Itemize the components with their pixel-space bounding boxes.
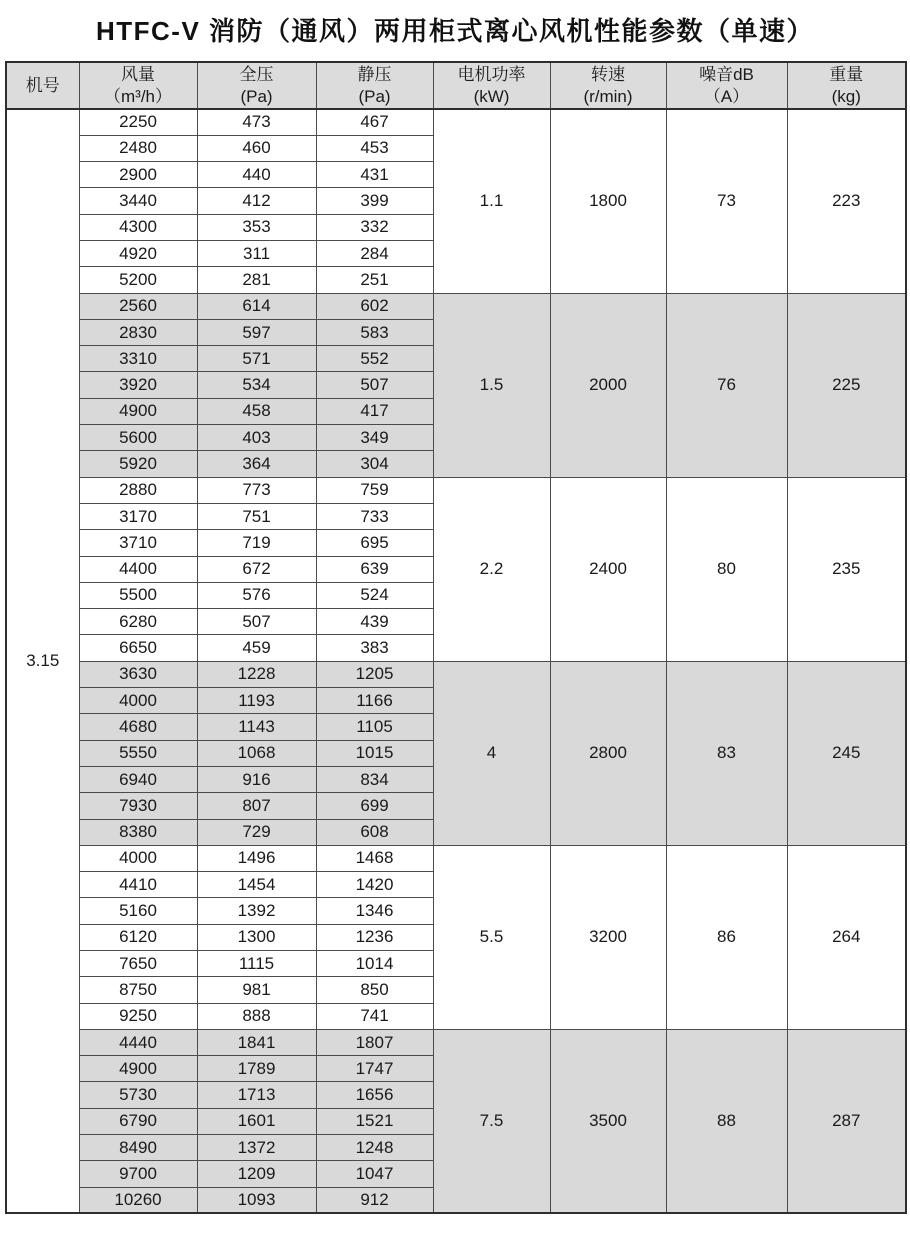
- airflow-cell: 3920: [79, 372, 197, 398]
- header-weight: [787, 62, 906, 109]
- power-cell: 7.5: [433, 1029, 550, 1213]
- table-row: [6, 845, 906, 871]
- noise-cell: 86: [666, 845, 787, 1029]
- table-body: [6, 109, 906, 1213]
- airflow-cell: 3170: [79, 503, 197, 529]
- airflow-cell: 2560: [79, 293, 197, 319]
- noise-cell: 73: [666, 109, 787, 293]
- airflow-cell: 9250: [79, 1003, 197, 1029]
- static-pressure-cell: 639: [316, 556, 433, 582]
- total-pressure-cell: 507: [197, 609, 316, 635]
- header-label: 机号: [25, 75, 60, 95]
- total-pressure-cell: 719: [197, 530, 316, 556]
- static-pressure-cell: 733: [316, 503, 433, 529]
- total-pressure-cell: 353: [197, 214, 316, 240]
- static-pressure-cell: 834: [316, 766, 433, 792]
- airflow-cell: 4400: [79, 556, 197, 582]
- total-pressure-cell: 888: [197, 1003, 316, 1029]
- power-cell: 1.1: [433, 109, 550, 293]
- header-static-pressure: [316, 62, 433, 109]
- total-pressure-cell: 1372: [197, 1135, 316, 1161]
- static-pressure-cell: 602: [316, 293, 433, 319]
- airflow-cell: 6940: [79, 766, 197, 792]
- header-motor-power: [433, 62, 550, 109]
- airflow-cell: 2830: [79, 319, 197, 345]
- static-pressure-cell: 1047: [316, 1161, 433, 1187]
- total-pressure-cell: 1115: [197, 951, 316, 977]
- table-row: [6, 1029, 906, 1055]
- airflow-cell: 4410: [79, 872, 197, 898]
- static-pressure-cell: 1346: [316, 898, 433, 924]
- speed-cell: 2000: [550, 293, 666, 477]
- static-pressure-cell: 759: [316, 477, 433, 503]
- static-pressure-cell: 439: [316, 609, 433, 635]
- airflow-cell: 8750: [79, 977, 197, 1003]
- airflow-cell: 4440: [79, 1029, 197, 1055]
- airflow-cell: 2880: [79, 477, 197, 503]
- header-unit: （m³/h）: [104, 86, 172, 106]
- total-pressure-cell: 1193: [197, 688, 316, 714]
- noise-cell: 80: [666, 477, 787, 661]
- total-pressure-cell: 1789: [197, 1056, 316, 1082]
- static-pressure-cell: 608: [316, 819, 433, 845]
- static-pressure-cell: 741: [316, 1003, 433, 1029]
- header-speed: [550, 62, 666, 109]
- airflow-cell: 4300: [79, 214, 197, 240]
- total-pressure-cell: 412: [197, 188, 316, 214]
- total-pressure-cell: 1841: [197, 1029, 316, 1055]
- airflow-cell: 3310: [79, 346, 197, 372]
- table-row: [6, 477, 906, 503]
- airflow-cell: 5160: [79, 898, 197, 924]
- header-unit: (kW): [473, 86, 510, 106]
- airflow-cell: 4900: [79, 1056, 197, 1082]
- static-pressure-cell: 383: [316, 635, 433, 661]
- airflow-cell: 6280: [79, 609, 197, 635]
- total-pressure-cell: 1228: [197, 661, 316, 687]
- power-cell: 2.2: [433, 477, 550, 661]
- total-pressure-cell: 311: [197, 240, 316, 266]
- airflow-cell: 5200: [79, 267, 197, 293]
- airflow-cell: 5920: [79, 451, 197, 477]
- static-pressure-cell: 695: [316, 530, 433, 556]
- header-unit: （A）: [703, 86, 750, 106]
- header-row: [6, 62, 906, 109]
- static-pressure-cell: 431: [316, 162, 433, 188]
- static-pressure-cell: 349: [316, 425, 433, 451]
- total-pressure-cell: 981: [197, 977, 316, 1003]
- airflow-cell: 5730: [79, 1082, 197, 1108]
- speed-cell: 2400: [550, 477, 666, 661]
- static-pressure-cell: 1747: [316, 1056, 433, 1082]
- airflow-cell: 4920: [79, 240, 197, 266]
- airflow-cell: 6790: [79, 1108, 197, 1134]
- total-pressure-cell: 916: [197, 766, 316, 792]
- airflow-cell: 2250: [79, 109, 197, 135]
- airflow-cell: 7930: [79, 793, 197, 819]
- airflow-cell: 3710: [79, 530, 197, 556]
- static-pressure-cell: 1205: [316, 661, 433, 687]
- airflow-cell: 6650: [79, 635, 197, 661]
- header-label: 重量: [829, 65, 864, 85]
- header-label: 全压: [239, 65, 274, 85]
- header-machine-no: [6, 62, 79, 109]
- header-unit: (kg): [831, 86, 861, 106]
- static-pressure-cell: 699: [316, 793, 433, 819]
- airflow-cell: 8490: [79, 1135, 197, 1161]
- total-pressure-cell: 403: [197, 425, 316, 451]
- table-header: [6, 62, 906, 109]
- airflow-cell: 5550: [79, 740, 197, 766]
- static-pressure-cell: 332: [316, 214, 433, 240]
- total-pressure-cell: 597: [197, 319, 316, 345]
- airflow-cell: 10260: [79, 1187, 197, 1213]
- total-pressure-cell: 1143: [197, 714, 316, 740]
- total-pressure-cell: 1454: [197, 872, 316, 898]
- header-airflow: [79, 62, 197, 109]
- header-total-pressure: [197, 62, 316, 109]
- static-pressure-cell: 1468: [316, 845, 433, 871]
- noise-cell: 88: [666, 1029, 787, 1213]
- noise-cell: 76: [666, 293, 787, 477]
- static-pressure-cell: 417: [316, 398, 433, 424]
- static-pressure-cell: 1248: [316, 1135, 433, 1161]
- static-pressure-cell: 251: [316, 267, 433, 293]
- header-label: 风量: [121, 65, 155, 85]
- static-pressure-cell: 1807: [316, 1029, 433, 1055]
- total-pressure-cell: 364: [197, 451, 316, 477]
- total-pressure-cell: 281: [197, 267, 316, 293]
- airflow-cell: 4680: [79, 714, 197, 740]
- total-pressure-cell: 1068: [197, 740, 316, 766]
- speed-cell: 3200: [550, 845, 666, 1029]
- total-pressure-cell: 773: [197, 477, 316, 503]
- total-pressure-cell: 458: [197, 398, 316, 424]
- static-pressure-cell: 284: [316, 240, 433, 266]
- header-unit: (Pa): [240, 86, 273, 106]
- airflow-cell: 2480: [79, 135, 197, 161]
- airflow-cell: 7650: [79, 951, 197, 977]
- static-pressure-cell: 399: [316, 188, 433, 214]
- static-pressure-cell: 912: [316, 1187, 433, 1213]
- airflow-cell: 2900: [79, 162, 197, 188]
- airflow-cell: 3630: [79, 661, 197, 687]
- airflow-cell: 5500: [79, 582, 197, 608]
- static-pressure-cell: 304: [316, 451, 433, 477]
- speed-cell: 1800: [550, 109, 666, 293]
- header-label: 静压: [357, 65, 392, 85]
- static-pressure-cell: 467: [316, 109, 433, 135]
- static-pressure-cell: 453: [316, 135, 433, 161]
- total-pressure-cell: 460: [197, 135, 316, 161]
- weight-cell: 245: [787, 661, 906, 845]
- speed-cell: 2800: [550, 661, 666, 845]
- airflow-cell: 6120: [79, 924, 197, 950]
- total-pressure-cell: 614: [197, 293, 316, 319]
- airflow-cell: 3440: [79, 188, 197, 214]
- table-row: [6, 293, 906, 319]
- header-unit: (Pa): [358, 86, 391, 106]
- total-pressure-cell: 473: [197, 109, 316, 135]
- table-row: [6, 109, 906, 135]
- weight-cell: 287: [787, 1029, 906, 1213]
- total-pressure-cell: 807: [197, 793, 316, 819]
- airflow-cell: 4000: [79, 688, 197, 714]
- table-row: [6, 661, 906, 687]
- weight-cell: 225: [787, 293, 906, 477]
- airflow-cell: 5600: [79, 425, 197, 451]
- power-cell: 1.5: [433, 293, 550, 477]
- performance-table: [5, 61, 907, 1214]
- weight-cell: 264: [787, 845, 906, 1029]
- page-title: HTFC-V 消防（通风）两用柜式离心风机性能参数（单速）: [95, 16, 815, 46]
- static-pressure-cell: 1236: [316, 924, 433, 950]
- speed-cell: 3500: [550, 1029, 666, 1213]
- static-pressure-cell: 1015: [316, 740, 433, 766]
- total-pressure-cell: 1713: [197, 1082, 316, 1108]
- total-pressure-cell: 1496: [197, 845, 316, 871]
- power-cell: 5.5: [433, 845, 550, 1029]
- static-pressure-cell: 524: [316, 582, 433, 608]
- static-pressure-cell: 850: [316, 977, 433, 1003]
- header-unit: (r/min): [583, 86, 633, 106]
- static-pressure-cell: 1014: [316, 951, 433, 977]
- header-label: 电机功率: [457, 65, 526, 85]
- total-pressure-cell: 440: [197, 162, 316, 188]
- noise-cell: 83: [666, 661, 787, 845]
- airflow-cell: 4900: [79, 398, 197, 424]
- weight-cell: 235: [787, 477, 906, 661]
- airflow-cell: 8380: [79, 819, 197, 845]
- total-pressure-cell: 1300: [197, 924, 316, 950]
- static-pressure-cell: 583: [316, 319, 433, 345]
- total-pressure-cell: 534: [197, 372, 316, 398]
- header-noise: [666, 62, 787, 109]
- airflow-cell: 9700: [79, 1161, 197, 1187]
- machine-no-cell: 3.15: [6, 109, 79, 1213]
- total-pressure-cell: 1601: [197, 1108, 316, 1134]
- total-pressure-cell: 571: [197, 346, 316, 372]
- static-pressure-cell: 1105: [316, 714, 433, 740]
- static-pressure-cell: 1656: [316, 1082, 433, 1108]
- weight-cell: 223: [787, 109, 906, 293]
- total-pressure-cell: 576: [197, 582, 316, 608]
- header-label: 转速: [591, 65, 625, 85]
- header-label: 噪音dB: [699, 65, 754, 85]
- airflow-cell: 4000: [79, 845, 197, 871]
- static-pressure-cell: 552: [316, 346, 433, 372]
- static-pressure-cell: 1420: [316, 872, 433, 898]
- total-pressure-cell: 729: [197, 819, 316, 845]
- total-pressure-cell: 1209: [197, 1161, 316, 1187]
- total-pressure-cell: 1093: [197, 1187, 316, 1213]
- static-pressure-cell: 1521: [316, 1108, 433, 1134]
- power-cell: 4: [433, 661, 550, 845]
- total-pressure-cell: 459: [197, 635, 316, 661]
- static-pressure-cell: 1166: [316, 688, 433, 714]
- static-pressure-cell: 507: [316, 372, 433, 398]
- total-pressure-cell: 672: [197, 556, 316, 582]
- total-pressure-cell: 751: [197, 503, 316, 529]
- total-pressure-cell: 1392: [197, 898, 316, 924]
